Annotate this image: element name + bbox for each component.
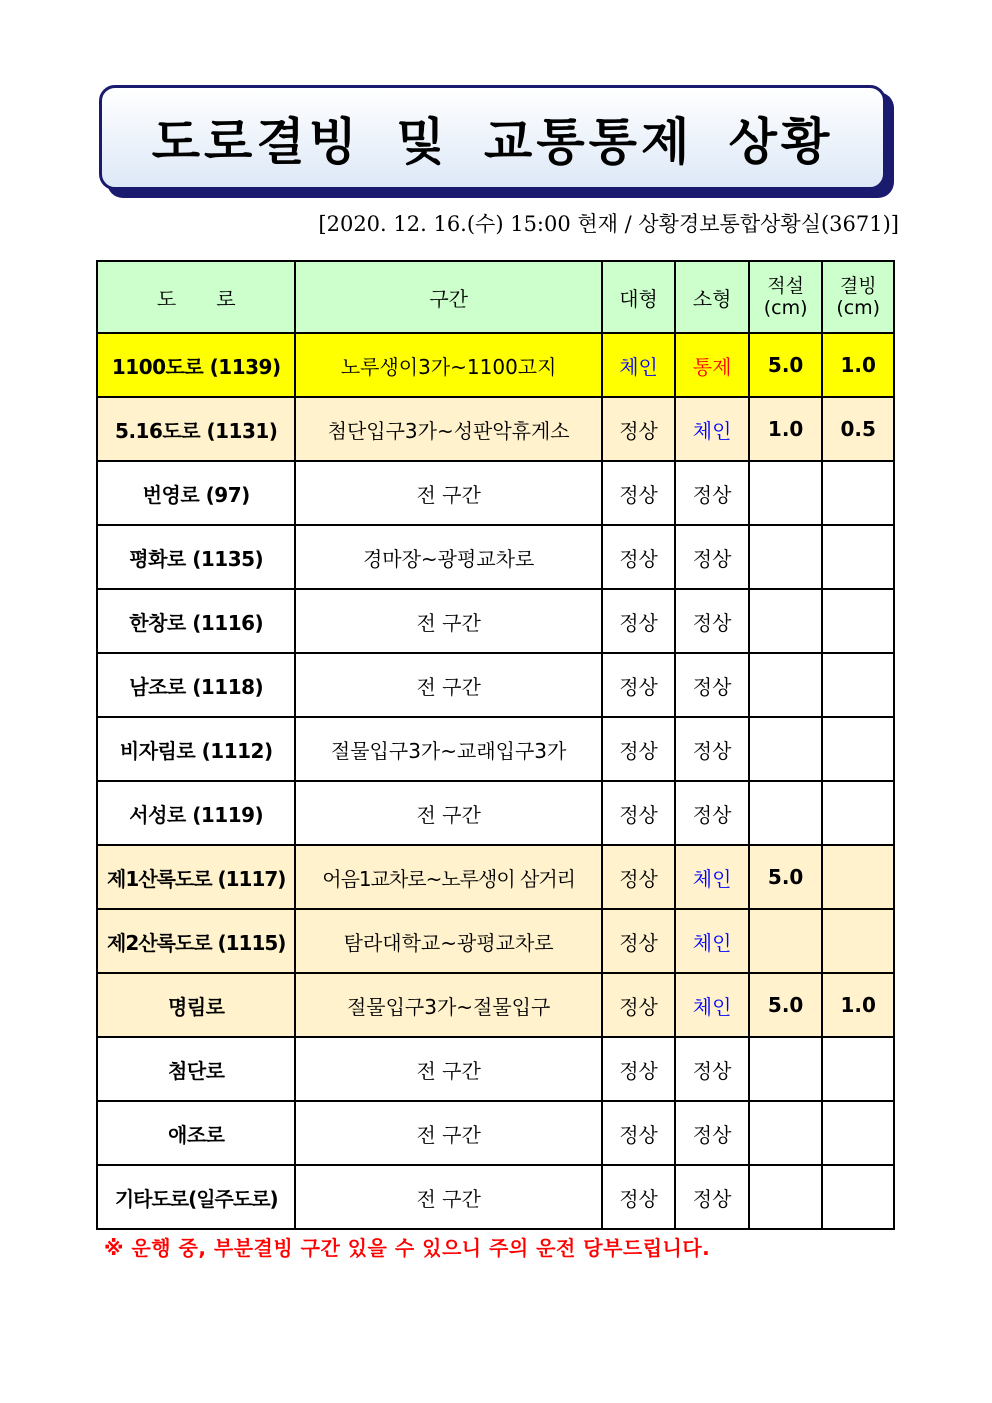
cell-section: 전 구간 — [295, 1101, 601, 1165]
cell-small-status: 체인 — [675, 973, 749, 1037]
header-ice — [822, 261, 894, 333]
cell-large-status: 정상 — [602, 717, 676, 781]
header-large: 대형 — [602, 261, 676, 333]
cell-section: 전 구간 — [295, 1165, 601, 1229]
cell-road: 애조로 — [97, 1101, 295, 1165]
cell-snow: 5.0 — [749, 973, 823, 1037]
table-row — [97, 525, 894, 589]
cell-road: 한창로 (1116) — [97, 589, 295, 653]
table-row — [97, 653, 894, 717]
cell-large-status: 정상 — [602, 1037, 676, 1101]
cell-large-status: 체인 — [602, 333, 676, 397]
table-row — [97, 589, 894, 653]
cell-large-status: 정상 — [602, 589, 676, 653]
cell-large-status: 정상 — [602, 525, 676, 589]
cell-small-status: 정상 — [675, 1101, 749, 1165]
cell-small-status: 통제 — [675, 333, 749, 397]
cell-road: 서성로 (1119) — [97, 781, 295, 845]
cell-snow: 1.0 — [749, 397, 823, 461]
cell-section: 탐라대학교~광평교차로 — [295, 909, 601, 973]
cell-snow — [749, 909, 823, 973]
header-snow-label: 적설 — [767, 275, 804, 297]
table-row — [97, 973, 894, 1037]
cell-road: 남조로 (1118) — [97, 653, 295, 717]
cell-snow: 5.0 — [749, 333, 823, 397]
table-row — [97, 461, 894, 525]
cell-small-status: 체인 — [675, 909, 749, 973]
cell-snow — [749, 461, 823, 525]
cell-large-status: 정상 — [602, 973, 676, 1037]
title-box — [99, 85, 886, 190]
cell-small-status: 정상 — [675, 461, 749, 525]
header-ice-label: 결빙 — [839, 275, 877, 297]
cell-road: 제1산록도로 (1117) — [97, 845, 295, 909]
road-status-table — [96, 260, 895, 1230]
cell-small-status: 체인 — [675, 845, 749, 909]
cell-road: 제2산록도로 (1115) — [97, 909, 295, 973]
cell-ice — [822, 1165, 894, 1229]
cell-large-status: 정상 — [602, 1165, 676, 1229]
cell-snow — [749, 653, 823, 717]
page-title: 도로결빙 및 교통통제 상황 — [151, 112, 834, 171]
table-row — [97, 1101, 894, 1165]
cell-large-status: 정상 — [602, 1101, 676, 1165]
cell-snow — [749, 1165, 823, 1229]
table-row — [97, 717, 894, 781]
cell-road: 1100도로 (1139) — [97, 333, 295, 397]
cell-road: 기타도로(일주도로) — [97, 1165, 295, 1229]
cell-section: 절물입구3가~교래입구3가 — [295, 717, 601, 781]
cell-ice — [822, 461, 894, 525]
cell-ice — [822, 1037, 894, 1101]
cell-ice — [822, 1101, 894, 1165]
cell-ice — [822, 589, 894, 653]
table-row — [97, 781, 894, 845]
cell-ice — [822, 525, 894, 589]
table-row — [97, 333, 894, 397]
header-road: 도 로 — [97, 261, 295, 333]
cell-road: 비자림로 (1112) — [97, 717, 295, 781]
cell-ice — [822, 653, 894, 717]
cell-small-status: 체인 — [675, 397, 749, 461]
header-section: 구간 — [295, 261, 601, 333]
cell-small-status: 정상 — [675, 1165, 749, 1229]
cell-snow: 5.0 — [749, 845, 823, 909]
cell-ice — [822, 845, 894, 909]
table-row — [97, 1165, 894, 1229]
table-row — [97, 909, 894, 973]
cell-section: 전 구간 — [295, 781, 601, 845]
cell-ice: 0.5 — [822, 397, 894, 461]
cell-ice — [822, 781, 894, 845]
table-row — [97, 1037, 894, 1101]
cell-large-status: 정상 — [602, 909, 676, 973]
cell-road: 첨단로 — [97, 1037, 295, 1101]
cell-road: 5.16도로 (1131) — [97, 397, 295, 461]
cell-section: 전 구간 — [295, 1037, 601, 1101]
cell-large-status: 정상 — [602, 653, 676, 717]
cell-section: 절물입구3가~절물입구 — [295, 973, 601, 1037]
cell-ice — [822, 909, 894, 973]
header-ice-unit: (cm) — [836, 297, 881, 319]
header-snow-unit: (cm) — [763, 297, 808, 319]
cell-snow — [749, 781, 823, 845]
cell-snow — [749, 589, 823, 653]
cell-snow — [749, 717, 823, 781]
cell-road: 명림로 — [97, 973, 295, 1037]
cell-ice — [822, 717, 894, 781]
cell-small-status: 정상 — [675, 589, 749, 653]
table-row — [97, 845, 894, 909]
cell-section: 전 구간 — [295, 589, 601, 653]
cell-large-status: 정상 — [602, 461, 676, 525]
cell-section: 전 구간 — [295, 653, 601, 717]
cell-road: 평화로 (1135) — [97, 525, 295, 589]
cell-section: 노루생이3가~1100고지 — [295, 333, 601, 397]
cell-snow — [749, 1101, 823, 1165]
cell-large-status: 정상 — [602, 845, 676, 909]
table-header-row — [97, 261, 894, 333]
header-small: 소형 — [675, 261, 749, 333]
cell-section: 경마장~광평교차로 — [295, 525, 601, 589]
cell-snow — [749, 525, 823, 589]
table-row — [97, 397, 894, 461]
header-snow — [749, 261, 823, 333]
cell-ice: 1.0 — [822, 973, 894, 1037]
cell-small-status: 정상 — [675, 1037, 749, 1101]
caution-notice: ※ 운행 중, 부분결빙 구간 있을 수 있으니 주의 운전 당부드립니다. — [104, 1236, 711, 1260]
cell-section: 어음1교차로~노루생이 삼거리 — [295, 845, 601, 909]
cell-road: 번영로 (97) — [97, 461, 295, 525]
cell-large-status: 정상 — [602, 781, 676, 845]
cell-snow — [749, 1037, 823, 1101]
cell-ice: 1.0 — [822, 333, 894, 397]
cell-section: 전 구간 — [295, 461, 601, 525]
cell-small-status: 정상 — [675, 525, 749, 589]
cell-section: 첨단입구3가~성판악휴게소 — [295, 397, 601, 461]
report-timestamp: [2020. 12. 16.(수) 15:00 현재 / 상황경보통합상황실(3671)] — [318, 212, 899, 236]
cell-small-status: 정상 — [675, 781, 749, 845]
cell-small-status: 정상 — [675, 653, 749, 717]
cell-large-status: 정상 — [602, 397, 676, 461]
cell-small-status: 정상 — [675, 717, 749, 781]
